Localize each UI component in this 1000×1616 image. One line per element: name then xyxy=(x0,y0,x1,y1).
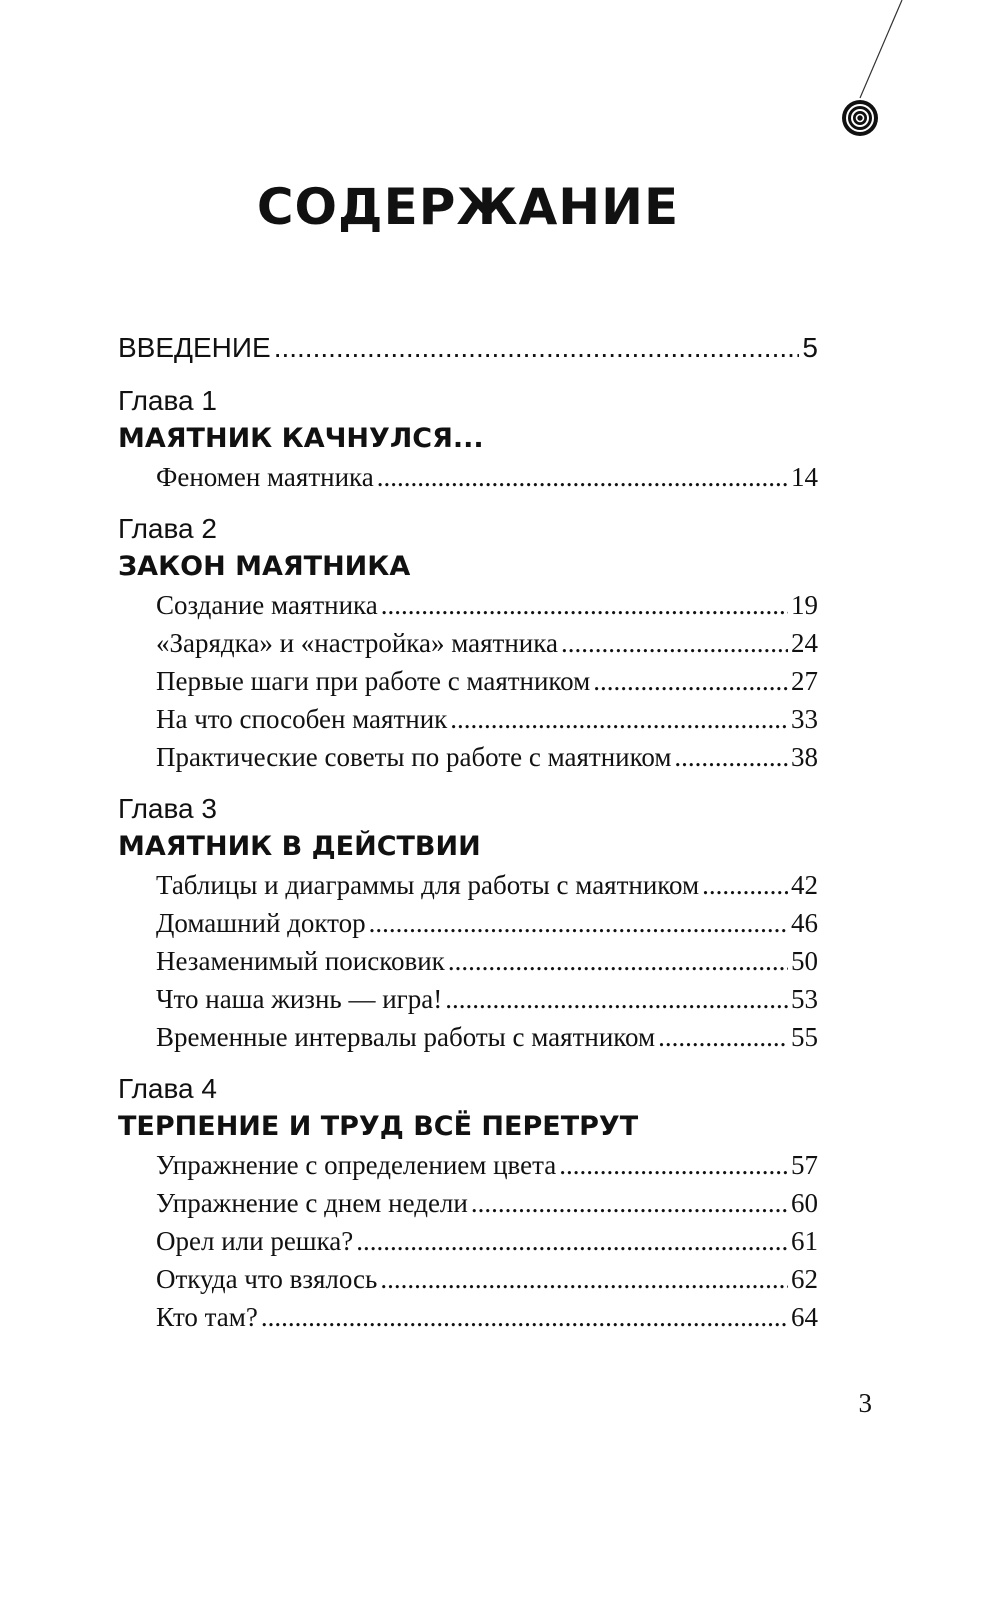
toc-entry-label: Упражнение с днем недели xyxy=(156,1188,468,1218)
toc-entry-page: 62 xyxy=(791,1264,818,1294)
toc-entry xyxy=(118,700,818,738)
toc-entry xyxy=(118,980,818,1018)
toc-entry xyxy=(118,1018,818,1056)
toc-entry xyxy=(118,1184,818,1222)
chapter-title: ТЕРПЕНИЕ И ТРУД ВСЁ ПЕРЕТРУТ xyxy=(118,1111,639,1142)
dot-leader xyxy=(658,1018,788,1056)
toc-entry-label: Таблицы и диаграммы для работы с маятником xyxy=(156,870,700,900)
toc-entry-label: Откуда что взялось xyxy=(156,1264,378,1294)
toc-entry xyxy=(118,1260,818,1298)
toc-entry-page: 53 xyxy=(791,984,818,1014)
toc-entry-label: «Зарядка» и «настройка» маятника xyxy=(156,628,558,658)
dot-leader xyxy=(381,586,788,624)
dot-leader xyxy=(274,328,800,368)
toc-entry-label: Первые шаги при работе с маятником xyxy=(156,666,591,696)
chapter-label: Глава 1 xyxy=(118,385,217,416)
toc-entry-label: Что наша жизнь — игра! xyxy=(156,984,443,1014)
chapter-label: Глава 3 xyxy=(118,793,217,824)
toc-entry-page: 61 xyxy=(791,1226,818,1256)
toc-entry-label: ВВЕДЕНИЕ xyxy=(118,332,271,363)
toc-entry xyxy=(118,586,818,624)
toc-entry-page: 57 xyxy=(791,1150,818,1180)
toc-entry-page: 50 xyxy=(791,946,818,976)
toc-entry-label: Кто там? xyxy=(156,1302,258,1332)
dot-leader xyxy=(559,1146,788,1184)
chapter-label: Глава 2 xyxy=(118,513,217,544)
toc-entry xyxy=(118,1222,818,1260)
toc-entry xyxy=(118,1298,818,1336)
toc-entry-page: 38 xyxy=(791,742,818,772)
dot-leader xyxy=(356,1222,788,1260)
dot-leader xyxy=(380,1260,788,1298)
toc-entry-page: 33 xyxy=(791,704,818,734)
toc-entry xyxy=(118,738,818,776)
toc-entry-label: Упражнение с определением цвета xyxy=(156,1150,557,1180)
toc-entry-page: 55 xyxy=(791,1022,818,1052)
page-title: СОДЕРЖАНИЕ xyxy=(256,178,680,236)
dot-leader xyxy=(377,458,788,496)
toc-entry xyxy=(118,662,818,700)
toc-entry-page: 42 xyxy=(791,870,818,900)
toc-entry-page: 64 xyxy=(791,1302,818,1332)
toc-entry-label: Практические советы по работе с маятником xyxy=(156,742,672,772)
toc-entry-page: 14 xyxy=(791,462,818,492)
toc-entry-intro xyxy=(118,328,818,368)
toc-entry-page: 46 xyxy=(791,908,818,938)
toc-entry-label: Домашний доктор xyxy=(156,908,366,938)
toc-entry xyxy=(118,866,818,904)
toc-entry-page: 60 xyxy=(791,1188,818,1218)
toc-entry-page: 19 xyxy=(791,590,818,620)
chapter-label: Глава 4 xyxy=(118,1073,217,1104)
toc-entry-label: На что способен маятник xyxy=(156,704,448,734)
dot-leader xyxy=(561,624,788,662)
dot-leader xyxy=(674,738,788,776)
toc-entry-label: Феномен маятника xyxy=(156,462,374,492)
toc-entry-label: Орел или решка? xyxy=(156,1226,354,1256)
toc-entry xyxy=(118,904,818,942)
toc-entry-label: Временные интервалы работы с маятником xyxy=(156,1022,656,1052)
toc-entry-page: 5 xyxy=(802,332,818,363)
dot-leader xyxy=(702,866,788,904)
toc-entry xyxy=(118,458,818,496)
chapter-title: МАЯТНИК КАЧНУЛСЯ... xyxy=(118,423,484,454)
toc-entry xyxy=(118,624,818,662)
page-number: 3 xyxy=(858,1388,872,1418)
toc-entry-page: 24 xyxy=(791,628,818,658)
chapter-title: ЗАКОН МАЯТНИКА xyxy=(118,551,411,582)
chapter-list xyxy=(118,382,818,1336)
toc-entry-page: 27 xyxy=(791,666,818,696)
dot-leader xyxy=(450,700,788,738)
dot-leader xyxy=(448,942,788,980)
toc-entry-label: Незаменимый поисковик xyxy=(156,946,445,976)
toc-entry-label: Создание маятника xyxy=(156,590,378,620)
toc-entry xyxy=(118,942,818,980)
chapter-title: МАЯТНИК В ДЕЙСТВИИ xyxy=(118,831,481,862)
dot-leader xyxy=(369,904,788,942)
dot-leader xyxy=(593,662,788,700)
toc-entry xyxy=(118,1146,818,1184)
table-of-contents xyxy=(118,328,818,1336)
dot-leader xyxy=(261,1298,788,1336)
pendulum-icon xyxy=(830,0,910,140)
dot-leader xyxy=(445,980,788,1018)
dot-leader xyxy=(471,1184,788,1222)
